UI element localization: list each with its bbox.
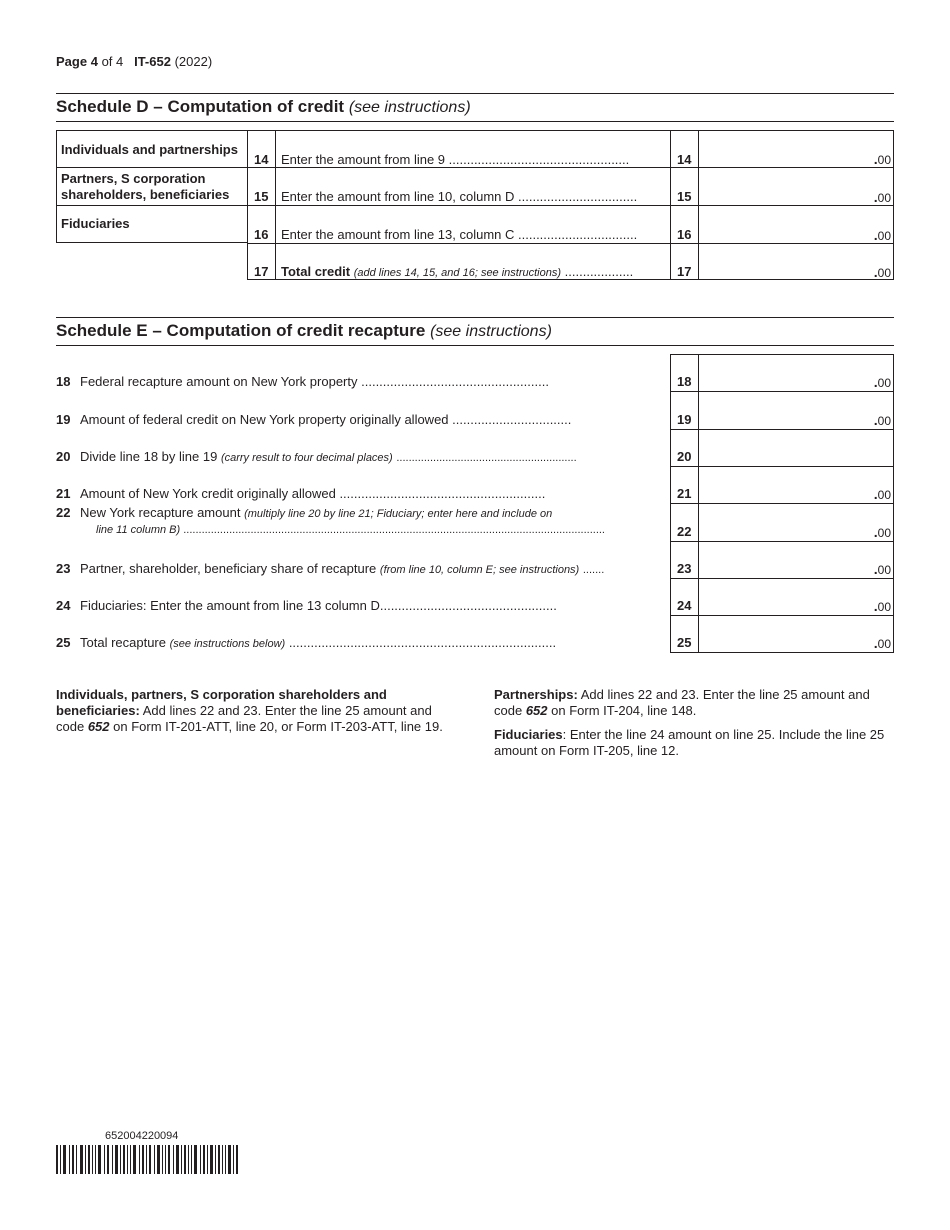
line-23-row: 23 Partner, shareholder, beneficiary share of recapture (from line 10, column E; see instructions) ....... [56,561,605,576]
category-divider [56,205,248,206]
line-18-row: 18 Federal recapture amount on New York property .................................................... [56,374,549,389]
grid-row-divider [670,243,698,244]
line-17-desc: Total credit (add lines 14, 15, and 16; see instructions) ................... [281,264,634,279]
schedule-e-title-note: (see instructions) [430,323,552,340]
instructions-fiduciaries [494,727,894,759]
line-24-row: 24 Fiduciaries: Enter the amount from line 13 column D................................................. [56,598,557,613]
line-24-num: 24 [56,598,71,613]
schedule-e-title [56,321,552,341]
barcode-image [56,1145,240,1174]
line-19-ref: 19 [677,412,692,427]
line-21-text: Amount of New York credit originally allowed [80,486,336,501]
category-individuals: Individuals and partnerships [61,142,238,157]
line-21-amount-field[interactable] [700,486,891,501]
line-25-amount-field[interactable] [700,635,891,650]
line-22-sub2: line 11 column B) [96,524,181,536]
line-22-row [56,505,664,520]
amount-field-rule [698,205,894,206]
line-16-ref: 16 [677,227,692,242]
fiduciaries-text: : Enter the line 24 amount on line 25. Include the line 25 amount on Form IT-205, line 12. [494,727,885,758]
line-24-ref: 24 [677,598,692,613]
schedule-d-bottom-rule [56,121,894,122]
line-22-amount-field[interactable] [700,524,891,539]
line-14-cents: .00 [873,151,891,167]
grid-row-divider [275,243,670,244]
form-year: (2022) [174,54,213,69]
line-21-row: 21 Amount of New York credit originally allowed ......................................................... [56,486,546,501]
line-17-num: 17 [254,264,269,279]
grid-row-divider [670,205,698,206]
grid-row-divider [670,578,894,579]
grid-row-divider [670,615,894,616]
line-20-ref: 20 [677,449,692,464]
line-25-text: Total recapture [80,635,166,650]
partnerships-text-1: Add lines 22 and 23. Enter the line 25 amount and code [494,687,870,718]
line-20-num: 20 [56,449,71,464]
amount-field-rule [698,243,894,244]
line-20-text: Divide line 18 by line 19 [80,449,218,464]
page-label: Page [56,54,88,69]
schedule-e-top-rule [56,317,894,318]
line-15-text: Enter the amount from line 10, column D [281,189,515,204]
line-23-ref: 23 [677,561,692,576]
line-22-cont: line 11 column B) .......................................................................................................................................... [96,524,605,536]
line-22-sub: (multiply line 20 by line 21; Fiduciary; enter here and include on [244,508,553,520]
individuals-heading: Individuals, partners, S corporation shareholders and beneficiaries: [56,687,387,718]
line-18-cents: .00 [873,374,891,390]
line-23-text: Partner, shareholder, beneficiary share of recapture [80,561,377,576]
line-19-text: Amount of federal credit on New York property originally allowed [80,412,449,427]
grid-row-divider [275,167,670,168]
line-15-cents: .00 [873,189,891,205]
grid-row-divider [247,243,275,244]
schedule-d-title-note: (see instructions) [348,99,471,116]
line-22-cents: .00 [873,524,891,540]
barcode-number: 652004220094 [105,1130,179,1142]
schedule-e-bottom-rule [56,345,894,346]
line-23-cents: .00 [873,561,891,577]
grid-row-divider [670,429,894,430]
page-of: of 4 [101,54,124,69]
category-partners: Partners, S corporation shareholders, beneficiaries [61,171,230,202]
page-header [56,54,212,69]
line-23-sub: (from line 10, column E; see instructions) [379,564,580,576]
amount-field-rule [698,167,894,168]
line-16-desc: Enter the amount from line 13, column C ................................. [281,227,638,242]
line-21-cents: .00 [873,486,891,502]
line-17-cents: .00 [873,264,891,280]
instructions-individuals [56,687,456,735]
line-14-ref: 14 [677,152,692,167]
line-24-text: Fiduciaries: Enter the amount from line 13 column D [80,598,380,613]
line-22-num: 22 [56,505,71,520]
line-14-amount-field[interactable] [700,151,891,166]
line-16-num: 16 [254,227,269,242]
line-18-text: Federal recapture amount on New York property [80,374,358,389]
grid-row-divider [670,466,894,467]
partnerships-text-2: on Form IT-204, line 148. [551,703,697,718]
line-21-num: 21 [56,486,71,501]
line-18-amount-field[interactable] [700,374,891,389]
form-id: IT-652 [134,54,171,69]
category-divider [56,167,248,168]
line-20-amount-field[interactable] [700,449,891,464]
individuals-code: 652 [87,719,110,734]
schedule-d-title [56,97,471,117]
schedule-e-title-text: Schedule E – Computation of credit recapture [56,321,426,340]
partnerships-heading: Partnerships: [494,687,578,702]
grid-row-divider [275,205,670,206]
instructions-partnerships [494,687,894,719]
line-16-cents: .00 [873,227,891,243]
line-23-amount-field[interactable] [700,561,891,576]
page-number: 4 [90,54,98,69]
line-20-row: 20 Divide line 18 by line 19 (carry result to four decimal places) ........................................................... [56,449,577,464]
grid-row-divider [670,391,894,392]
grid-row-divider [247,167,275,168]
line-14-text: Enter the amount from line 9 [281,152,446,167]
line-21-ref: 21 [677,486,692,501]
grid-row-divider [670,503,894,504]
line-17-amount-field[interactable] [700,264,891,279]
line-25-sub: (see instructions below) [169,638,286,650]
partnerships-code: 652 [525,703,548,718]
line-17-sub: (add lines 14, 15, and 16; see instructions) [353,267,562,279]
line-25-num: 25 [56,635,71,650]
line-24-amount-field[interactable] [700,598,891,613]
line-15-desc: Enter the amount from line 10, column D ................................. [281,189,638,204]
category-fiduciaries: Fiduciaries [61,216,130,231]
line-19-row: 19 Amount of federal credit on New York property originally allowed ................................. [56,412,572,427]
line-17-ref: 17 [677,264,692,279]
individuals-text-1: Add lines 22 and 23. Enter the line 25 amount and code [56,703,432,734]
grid-row-divider [670,541,894,542]
line-15-amount-field[interactable] [700,189,891,204]
line-14-desc: Enter the amount from line 9 .................................................. [281,152,630,167]
line-23-num: 23 [56,561,71,576]
line-14-num: 14 [254,152,269,167]
schedule-d-top-rule [56,93,894,94]
line-19-num: 19 [56,412,71,427]
line-15-num: 15 [254,189,269,204]
grid-row-divider [247,205,275,206]
line-19-amount-field[interactable] [700,412,891,427]
fiduciaries-heading: Fiduciaries [494,727,563,742]
line-22-ref: 22 [677,524,692,539]
line-20-sub: (carry result to four decimal places) [220,452,393,464]
individuals-text-2: on Form IT-201-ATT, line 20, or Form IT-203-ATT, line 19. [113,719,443,734]
line-17-text: Total credit [281,264,351,279]
line-19-cents: .00 [873,412,891,428]
line-25-cents: .00 [873,635,891,651]
line-16-text: Enter the amount from line 13, column C [281,227,515,242]
schedule-d-title-text: Schedule D – Computation of credit [56,97,345,116]
line-22-text: New York recapture amount [80,505,241,520]
line-25-ref: 25 [677,635,692,650]
line-16-amount-field[interactable] [700,227,891,242]
line-24-cents: .00 [873,598,891,614]
grid-row-divider [670,167,698,168]
line-25-row: 25 Total recapture (see instructions below) .......................................................................... [56,635,557,650]
line-18-ref: 18 [677,374,692,389]
line-15-ref: 15 [677,189,692,204]
line-18-num: 18 [56,374,71,389]
